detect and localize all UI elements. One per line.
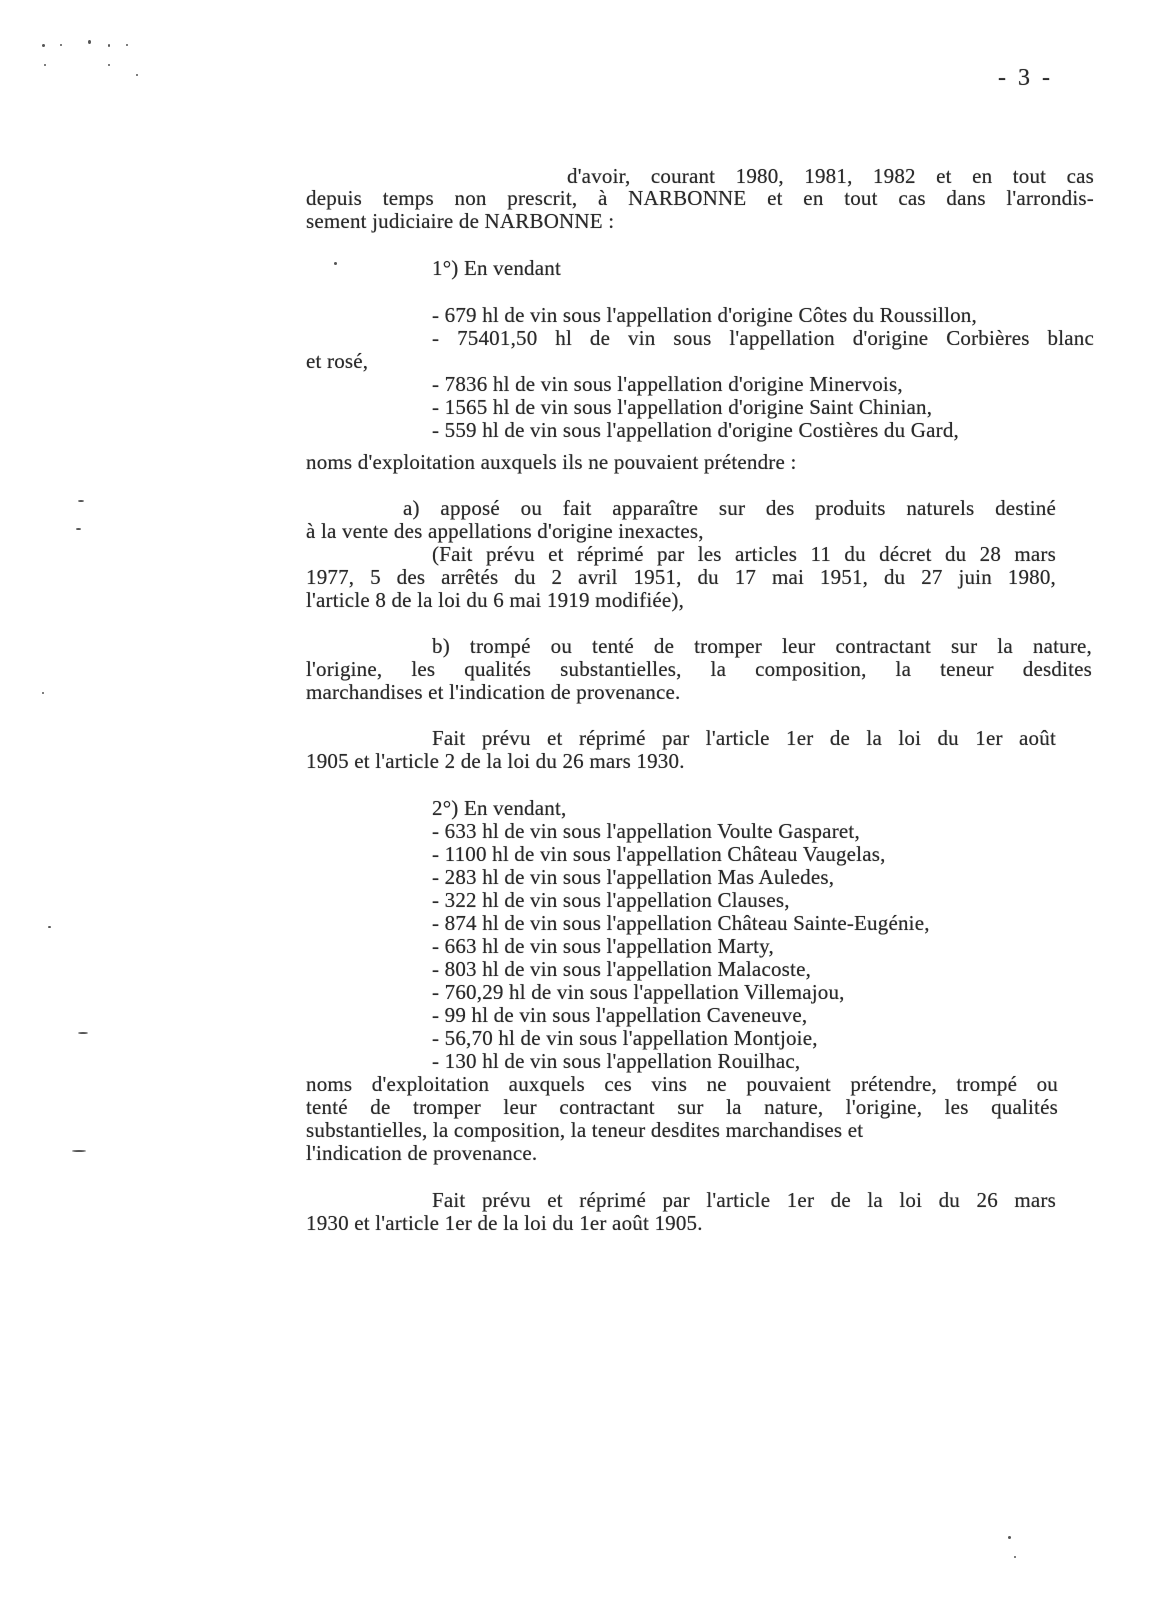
page-number: - 3 - bbox=[998, 65, 1053, 91]
list-item: - 1100 hl de vin sous l'appellation Château Vaugelas, bbox=[432, 842, 886, 866]
scan-speck bbox=[78, 500, 84, 502]
scan-speck bbox=[72, 1150, 86, 1152]
scan-speck bbox=[334, 262, 337, 265]
law-reference-line: Fait prévu et réprimé par l'article 1er de la loi du 26 mars bbox=[432, 1188, 1056, 1212]
list-item: - 679 hl de vin sous l'appellation d'origine Côtes du Roussillon, bbox=[432, 303, 977, 327]
paragraph-b-line: b) trompé ou tenté de tromper leur contractant sur la nature, bbox=[432, 634, 1092, 658]
list-item: - 760,29 hl de vin sous l'appellation Villemajou, bbox=[432, 980, 845, 1004]
paragraph-b-line: marchandises et l'indication de provenance. bbox=[306, 680, 681, 704]
list-item: - 283 hl de vin sous l'appellation Mas Auledes, bbox=[432, 865, 835, 889]
list-item: - 56,70 hl de vin sous l'appellation Montjoie, bbox=[432, 1026, 818, 1050]
list-item: - 874 hl de vin sous l'appellation Château Sainte-Eugénie, bbox=[432, 911, 930, 935]
law-reference-line: 1930 et l'article 1er de la loi du 1er août 1905. bbox=[306, 1211, 703, 1235]
intro-line: d'avoir, courant 1980, 1981, 1982 et en tout cas bbox=[567, 164, 1094, 188]
intro-line: depuis temps non prescrit, à NARBONNE et en tout cas dans l'arrondis- bbox=[306, 186, 1094, 210]
scan-speck bbox=[108, 44, 110, 47]
scan-speck bbox=[136, 74, 138, 76]
list-item: - 663 hl de vin sous l'appellation Marty, bbox=[432, 934, 774, 958]
section2-heading: 2°) En vendant, bbox=[432, 796, 567, 820]
scan-speck bbox=[126, 44, 128, 46]
scan-speck bbox=[78, 1032, 88, 1034]
law-reference-line: 1905 et l'article 2 de la loi du 26 mars 1930. bbox=[306, 749, 685, 773]
paragraph-a-line: 1977, 5 des arrêtés du 2 avril 1951, du 17 mai 1951, du 27 juin 1980, bbox=[306, 565, 1056, 589]
list-item: - 130 hl de vin sous l'appellation Rouilhac, bbox=[432, 1049, 801, 1073]
list-item: - 7836 hl de vin sous l'appellation d'origine Minervois, bbox=[432, 372, 903, 396]
section2-closing-line: tenté de tromper leur contractant sur la nature, l'origine, les qualités bbox=[306, 1095, 1058, 1119]
section1-heading: 1°) En vendant bbox=[432, 256, 561, 280]
intro-line: sement judiciaire de NARBONNE : bbox=[306, 209, 615, 233]
list-item: - 322 hl de vin sous l'appellation Clauses, bbox=[432, 888, 790, 912]
scan-speck bbox=[44, 64, 46, 66]
paragraph-a-line: a) apposé ou fait apparaître sur des produits naturels destiné bbox=[403, 496, 1056, 520]
scan-speck bbox=[60, 44, 62, 46]
scan-speck bbox=[1008, 1536, 1011, 1539]
scan-speck bbox=[108, 64, 110, 66]
section1-closing: noms d'exploitation auxquels ils ne pouvaient prétendre : bbox=[306, 450, 797, 474]
paragraph-a-line: (Fait prévu et réprimé par les articles 11 du décret du 28 mars bbox=[432, 542, 1056, 566]
list-item: - 633 hl de vin sous l'appellation Voulte Gasparet, bbox=[432, 819, 860, 843]
scan-speck bbox=[76, 528, 81, 530]
list-item: et rosé, bbox=[306, 349, 369, 373]
scan-speck bbox=[42, 44, 45, 47]
law-reference-line: Fait prévu et réprimé par l'article 1er de la loi du 1er août bbox=[432, 726, 1056, 750]
list-item: - 99 hl de vin sous l'appellation Caveneuve, bbox=[432, 1003, 808, 1027]
section2-closing-line: noms d'exploitation auxquels ces vins ne pouvaient prétendre, trompé ou bbox=[306, 1072, 1058, 1096]
paragraph-a-line: l'article 8 de la loi du 6 mai 1919 modifiée), bbox=[306, 588, 685, 612]
paragraph-b-line: l'origine, les qualités substantielles, la composition, la teneur desdites bbox=[306, 657, 1092, 681]
scan-speck bbox=[48, 926, 51, 928]
list-item: - 1565 hl de vin sous l'appellation d'origine Saint Chinian, bbox=[432, 395, 933, 419]
scan-speck bbox=[1014, 1556, 1016, 1558]
list-item: - 559 hl de vin sous l'appellation d'origine Costières du Gard, bbox=[432, 418, 959, 442]
list-item: - 803 hl de vin sous l'appellation Malacoste, bbox=[432, 957, 812, 981]
scan-speck bbox=[42, 692, 44, 694]
scan-speck bbox=[88, 40, 91, 44]
section2-closing-line: l'indication de provenance. bbox=[306, 1141, 538, 1165]
paragraph-a-line: à la vente des appellations d'origine inexactes, bbox=[306, 519, 704, 543]
section2-closing-line: substantielles, la composition, la teneur desdites marchandises et bbox=[306, 1118, 864, 1142]
list-item: - 75401,50 hl de vin sous l'appellation d'origine Corbières blanc bbox=[432, 326, 1094, 350]
